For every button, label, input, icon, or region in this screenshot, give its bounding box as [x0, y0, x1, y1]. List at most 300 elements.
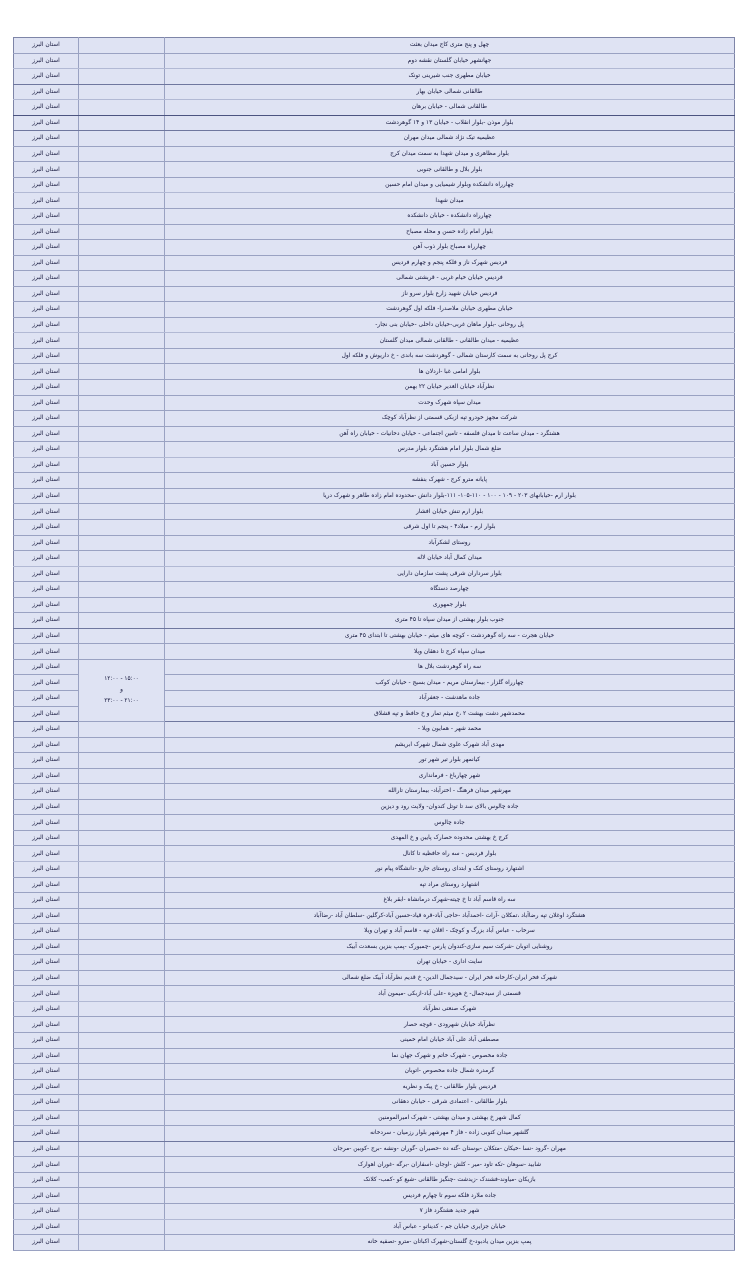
outage-area-cell: شابید -سوهان -تکه تاود -میر - کلش -اوجان -اسفاران -برگه -غوران اهوارک: [165, 1157, 735, 1173]
outage-time-cell-empty: [79, 768, 165, 784]
outage-time-cell-empty: [79, 551, 165, 567]
province-cell: استان البرز: [14, 504, 79, 520]
province-cell: استان البرز: [14, 84, 79, 100]
table-row: [14, 271, 735, 287]
table-row: [14, 815, 735, 831]
table-row: [14, 893, 735, 909]
outage-time-cell-empty: [79, 333, 165, 349]
table-row: [14, 768, 735, 784]
outage-time-cell-empty: [79, 271, 165, 287]
province-cell: استان البرز: [14, 1219, 79, 1235]
outage-time-cell-empty: [79, 597, 165, 613]
province-cell: استان البرز: [14, 1048, 79, 1064]
table-row: [14, 924, 735, 940]
province-cell: استان البرز: [14, 986, 79, 1002]
table-row: [14, 582, 735, 598]
outage-time-cell-empty: [79, 317, 165, 333]
outage-time-cell-empty: [79, 1048, 165, 1064]
outage-area-cell: بلوار مظاهری و میدان شهدا به سمت میدان کرج: [165, 146, 735, 162]
outage-area-cell: بلوار جمهوری: [165, 597, 735, 613]
table-row: [14, 830, 735, 846]
outage-time-cell-empty: [79, 644, 165, 660]
province-cell: استان البرز: [14, 861, 79, 877]
table-row: [14, 442, 735, 458]
outage-area-cell: هشتگرد اوغلان تپه رضاآباد ،تمکلان -آرات -احمدآباد -حاجی آباد-قره قیاد-حسین آباد-کرگلین -سلطان آباد -رضاآباد: [165, 908, 735, 924]
table-row: [14, 411, 735, 427]
province-cell: استان البرز: [14, 488, 79, 504]
outage-area-cell: محمد شهر - همایون ویلا -: [165, 722, 735, 738]
province-cell: استان البرز: [14, 473, 79, 489]
outage-area-cell: خیابان مطهری جنب شیرینی تونک: [165, 69, 735, 85]
province-cell: استان البرز: [14, 613, 79, 629]
outage-area-cell: بلوار سرداران شرقی پشت سازمان دارایی: [165, 566, 735, 582]
table-row: [14, 131, 735, 147]
outage-time-cell-empty: [79, 970, 165, 986]
outage-time-cell-empty: [79, 411, 165, 427]
outage-time-cell-empty: [79, 162, 165, 178]
province-cell: استان البرز: [14, 240, 79, 256]
table-row: [14, 209, 735, 225]
table-row: [14, 753, 735, 769]
table-row: [14, 877, 735, 893]
outage-time-cell-empty: [79, 846, 165, 862]
table-row: [14, 861, 735, 877]
outage-area-cell: میدان شهدا: [165, 193, 735, 209]
table-row: [14, 1001, 735, 1017]
province-cell: استان البرز: [14, 426, 79, 442]
outage-time-cell-empty: [79, 1095, 165, 1111]
outage-area-cell: اشتهارد روستای کنک و ابتدای روستای جارو -دانشگاه پیام نور: [165, 861, 735, 877]
table-row: [14, 69, 735, 85]
outage-time-cell-empty: [79, 348, 165, 364]
outage-area-cell: شهرک فخر ایران-کارخانه فخر ایران - سیدجمال الدین- خ قدیم نظرآباد آبیک ضلع شمالی: [165, 970, 735, 986]
outage-schedule-sheet: [14, 37, 735, 1251]
province-cell: استان البرز: [14, 1017, 79, 1033]
outage-time-cell-empty: [79, 426, 165, 442]
table-row: [14, 302, 735, 318]
outage-area-cell: بلوار ارم تنش خیابان افشار: [165, 504, 735, 520]
table-row: [14, 659, 735, 675]
table-row: [14, 628, 735, 644]
outage-time-cell-empty: [79, 115, 165, 131]
outage-area-cell: روستای لشکرآباد: [165, 535, 735, 551]
outage-area-cell: روشنایی اتوبان -شرکت سیم سازی-کندوان پارس -چمبورک -پمپ بنزین بسعدت آبیک: [165, 939, 735, 955]
province-cell: استان البرز: [14, 1001, 79, 1017]
table-row: [14, 1079, 735, 1095]
outage-area-cell: فردیس بلوار طالقانی - خ پیک و نظریه: [165, 1079, 735, 1095]
province-cell: استان البرز: [14, 706, 79, 722]
table-row: [14, 597, 735, 613]
outage-time-cell-empty: [79, 955, 165, 971]
outage-area-cell: گرمدره شمال جاده مخصوص -اتوبان: [165, 1064, 735, 1080]
table-row: [14, 846, 735, 862]
outage-schedule-table: [13, 37, 735, 1251]
province-cell: استان البرز: [14, 255, 79, 271]
outage-time-line: ۱۵:۰۰ - ۱۲:۰۰: [104, 675, 139, 682]
province-cell: استان البرز: [14, 659, 79, 675]
outage-time-cell-empty: [79, 1001, 165, 1017]
table-row: [14, 504, 735, 520]
outage-time-cell-empty: [79, 566, 165, 582]
table-row: [14, 535, 735, 551]
outage-time-cell-empty: [79, 1219, 165, 1235]
province-cell: استان البرز: [14, 146, 79, 162]
table-row: [14, 908, 735, 924]
outage-area-cell: مهران -گرود -نسا -خیکان -متکلان -بوستان -گته ده -حصیران -گوران -ونشه -برج -کوبین -مرجان: [165, 1141, 735, 1157]
province-cell: استان البرز: [14, 380, 79, 396]
province-cell: استان البرز: [14, 224, 79, 240]
table-row: [14, 1141, 735, 1157]
province-cell: استان البرز: [14, 193, 79, 209]
province-cell: استان البرز: [14, 395, 79, 411]
outage-area-cell: چهارراه دانشکده وبلوار شیمیایی و میدان امام حسین: [165, 177, 735, 193]
outage-area-cell: بلوار بلال و طالقانی جنوبی: [165, 162, 735, 178]
outage-area-cell: شهر چهارباغ - فرمانداری: [165, 768, 735, 784]
outage-time-cell: [79, 659, 165, 721]
table-row: [14, 286, 735, 302]
outage-time-cell-empty: [79, 302, 165, 318]
outage-time-cell-empty: [79, 69, 165, 85]
table-row: [14, 955, 735, 971]
outage-time-cell-empty: [79, 722, 165, 738]
province-cell: استان البرز: [14, 411, 79, 427]
province-cell: استان البرز: [14, 939, 79, 955]
outage-area-cell: جاده چالوس: [165, 815, 735, 831]
province-cell: استان البرز: [14, 784, 79, 800]
table-row: [14, 1157, 735, 1173]
province-cell: استان البرز: [14, 1235, 79, 1251]
outage-time-cell-empty: [79, 1157, 165, 1173]
province-cell: استان البرز: [14, 799, 79, 815]
province-cell: استان البرز: [14, 302, 79, 318]
outage-time-cell-empty: [79, 1172, 165, 1188]
table-row: [14, 333, 735, 349]
outage-area-cell: چهل و پنج متری کاج میدان بعثت: [165, 38, 735, 54]
outage-time-cell-empty: [79, 38, 165, 54]
province-cell: استان البرز: [14, 535, 79, 551]
table-row: [14, 1172, 735, 1188]
table-row: [14, 38, 735, 54]
outage-time-cell-empty: [79, 177, 165, 193]
table-row: [14, 1033, 735, 1049]
outage-time-cell-empty: [79, 519, 165, 535]
province-cell: استان البرز: [14, 38, 79, 54]
outage-area-cell: بلوار فردیس - سه راه حافظیه تا کانال: [165, 846, 735, 862]
outage-time-cell-empty: [79, 131, 165, 147]
table-row: [14, 1064, 735, 1080]
province-cell: استان البرز: [14, 815, 79, 831]
province-cell: استان البرز: [14, 1110, 79, 1126]
outage-area-cell: سایت اداری - خیابان تهران: [165, 955, 735, 971]
outage-area-cell: سه راه قاسم آباد تا خ چیته-شهرک درمانشاه -ابقر بلاغ: [165, 893, 735, 909]
outage-area-cell: کرج خ بهشتی محدوده حصارک پایین و خ المهدی: [165, 830, 735, 846]
table-row: [14, 737, 735, 753]
outage-time-cell-empty: [79, 1079, 165, 1095]
province-cell: استان البرز: [14, 1141, 79, 1157]
outage-area-cell: جنوب بلوار بهشتی از میدان سپاه تا ۴۵ متری: [165, 613, 735, 629]
table-row: [14, 970, 735, 986]
province-cell: استان البرز: [14, 970, 79, 986]
table-row: [14, 1235, 735, 1251]
outage-area-cell: چهارراه گلزار - بیمارستان مریم - میدان بسیج - خیابان کوکب: [165, 675, 735, 691]
outage-area-cell: چهارصد دستگاه: [165, 582, 735, 598]
outage-time-cell-empty: [79, 1188, 165, 1204]
province-cell: استان البرز: [14, 271, 79, 287]
outage-time-cell-empty: [79, 830, 165, 846]
outage-time-cell-empty: [79, 861, 165, 877]
table-row: [14, 115, 735, 131]
outage-area-cell: بلوار ارم -خیابانهای ۲۰۳ - ۱۰۹ - ۱۰۰ - ۱۱۰-۱۰۵- ۱۱۱-بلوار دانش -محدوده امام زاده طاهر و شهرک دریا: [165, 488, 735, 504]
outage-area-cell: چهارراه دانشکده - خیابان دانشکده: [165, 209, 735, 225]
outage-time-cell-empty: [79, 784, 165, 800]
table-row: [14, 1126, 735, 1142]
outage-area-cell: بلوار امامی غبا -اردلان ها: [165, 364, 735, 380]
outage-area-cell: بلوار حسین آباد: [165, 457, 735, 473]
outage-area-cell: عظیمیه - میدان طالقانی - طالقانی شمالی میدان گلستان: [165, 333, 735, 349]
outage-area-cell: جاده مخصوص - شهرک خاتم و شهرک جهان نما: [165, 1048, 735, 1064]
outage-area-cell: پایانه مترو کرج - شهرک بنفشه: [165, 473, 735, 489]
outage-area-cell: کیانمهر بلوار تیر شهر تور: [165, 753, 735, 769]
outage-time-cell-empty: [79, 877, 165, 893]
table-row: [14, 177, 735, 193]
province-cell: استان البرز: [14, 675, 79, 691]
province-cell: استان البرز: [14, 1172, 79, 1188]
table-row: [14, 193, 735, 209]
province-cell: استان البرز: [14, 830, 79, 846]
table-row: [14, 488, 735, 504]
outage-area-cell: بلوار طالقانی - اعتمادی شرقی - خیابان دهقانی: [165, 1095, 735, 1111]
outage-area-cell: مصطفی آباد علی آباد خیابان امام خمینی: [165, 1033, 735, 1049]
province-cell: استان البرز: [14, 53, 79, 69]
table-row: [14, 519, 735, 535]
outage-time-cell-empty: [79, 1141, 165, 1157]
outage-time-cell-empty: [79, 100, 165, 116]
table-row: [14, 84, 735, 100]
table-row: [14, 364, 735, 380]
province-cell: استان البرز: [14, 908, 79, 924]
outage-time-cell-empty: [79, 799, 165, 815]
outage-area-cell: بلوار موذن -بلوار انقلاب - خیابان ۱۳ و ۱۴ گوهردشت: [165, 115, 735, 131]
table-row: [14, 1204, 735, 1220]
table-row: [14, 551, 735, 567]
outage-time-cell-empty: [79, 504, 165, 520]
outage-area-cell: نظرآباد خیابان شهرودی - قوچه حصار: [165, 1017, 735, 1033]
table-row: [14, 1110, 735, 1126]
province-cell: استان البرز: [14, 1204, 79, 1220]
province-cell: استان البرز: [14, 209, 79, 225]
outage-area-cell: کرج پل روحانی به سمت کارستان شمالی - گوهردشت سه باندی - خ داریوش و فلکه اول: [165, 348, 735, 364]
outage-time-cell-empty: [79, 53, 165, 69]
province-cell: استان البرز: [14, 100, 79, 116]
outage-area-cell: پل روحانی -بلوار ماهان غربی-خیابان داخلی -خیابان بنی نجار-: [165, 317, 735, 333]
province-cell: استان البرز: [14, 364, 79, 380]
outage-area-cell: اشتهارد روستای مراد تپه: [165, 877, 735, 893]
province-cell: استان البرز: [14, 768, 79, 784]
province-cell: استان البرز: [14, 519, 79, 535]
province-cell: استان البرز: [14, 846, 79, 862]
province-cell: استان البرز: [14, 348, 79, 364]
outage-time-cell-empty: [79, 457, 165, 473]
outage-time-cell-empty: [79, 908, 165, 924]
outage-time-cell-empty: [79, 924, 165, 940]
outage-area-cell: میدان سپاه کرج تا دهقان ویلا: [165, 644, 735, 660]
province-cell: استان البرز: [14, 722, 79, 738]
outage-time-cell-empty: [79, 395, 165, 411]
province-cell: استان البرز: [14, 955, 79, 971]
outage-time-cell-empty: [79, 737, 165, 753]
outage-time-cell-empty: [79, 628, 165, 644]
outage-time-cell-empty: [79, 815, 165, 831]
table-row: [14, 799, 735, 815]
province-cell: استان البرز: [14, 442, 79, 458]
outage-area-cell: میدان کمال آباد خیابان لاله: [165, 551, 735, 567]
outage-area-cell: فردیس شهرک ناز و فلکه پنجم و چهارم فردیس: [165, 255, 735, 271]
province-cell: استان البرز: [14, 333, 79, 349]
outage-area-cell: سه راه گوهردشت بلال ها: [165, 659, 735, 675]
outage-area-cell: بازیکان -میاوند-فشندک -زیدشت -چنگیز طالقانی -شیع کو -کمب- کلانک: [165, 1172, 735, 1188]
outage-time-cell-empty: [79, 613, 165, 629]
table-row: [14, 939, 735, 955]
table-row: [14, 53, 735, 69]
table-row: [14, 722, 735, 738]
outage-time-cell-empty: [79, 84, 165, 100]
province-cell: استان البرز: [14, 317, 79, 333]
outage-time-cell-empty: [79, 255, 165, 271]
table-row: [14, 255, 735, 271]
outage-time-cell-empty: [79, 1064, 165, 1080]
province-cell: استان البرز: [14, 877, 79, 893]
province-cell: استان البرز: [14, 1188, 79, 1204]
table-row: [14, 1095, 735, 1111]
table-row: [14, 986, 735, 1002]
province-cell: استان البرز: [14, 131, 79, 147]
outage-time-cell-empty: [79, 753, 165, 769]
province-cell: استان البرز: [14, 566, 79, 582]
outage-time-cell-empty: [79, 209, 165, 225]
table-row: [14, 395, 735, 411]
table-row: [14, 1219, 735, 1235]
province-cell: استان البرز: [14, 628, 79, 644]
table-row: [14, 1048, 735, 1064]
province-cell: استان البرز: [14, 69, 79, 85]
table-row: [14, 613, 735, 629]
table-row: [14, 426, 735, 442]
outage-time-cell-empty: [79, 488, 165, 504]
table-row: [14, 380, 735, 396]
outage-time-cell-empty: [79, 1204, 165, 1220]
province-cell: استان البرز: [14, 893, 79, 909]
outage-time-line: و: [120, 686, 123, 693]
province-cell: استان البرز: [14, 286, 79, 302]
outage-time-cell-empty: [79, 193, 165, 209]
table-row: [14, 457, 735, 473]
table-row: [14, 473, 735, 489]
table-row: [14, 1188, 735, 1204]
province-cell: استان البرز: [14, 457, 79, 473]
table-row: [14, 224, 735, 240]
province-cell: استان البرز: [14, 737, 79, 753]
outage-time-cell-empty: [79, 224, 165, 240]
province-cell: استان البرز: [14, 1095, 79, 1111]
province-cell: استان البرز: [14, 753, 79, 769]
outage-time-cell-empty: [79, 146, 165, 162]
outage-time-cell-empty: [79, 1235, 165, 1251]
outage-area-cell: چهارراه مصباح بلوار ذوب آهن: [165, 240, 735, 256]
table-row: [14, 644, 735, 660]
table-row: [14, 784, 735, 800]
outage-area-cell: جاده چالوس بالای سد تا توتل کندوان- ولایت رود و دیزین: [165, 799, 735, 815]
outage-time-cell-empty: [79, 364, 165, 380]
outage-area-cell: شرکت مجهز خودرو تپه ازبکی قسمتی از نظرآباد کوچک: [165, 411, 735, 427]
outage-area-cell: گلشهر میدان کتوبی زاده - فاز ۴ مهرشهر بلوار رزمیان - سردخانه: [165, 1126, 735, 1142]
outage-area-cell: عظیمیه تیک نژاد شمالی میدان مهران: [165, 131, 735, 147]
table-row: [14, 162, 735, 178]
outage-time-cell-empty: [79, 535, 165, 551]
outage-time-cell-empty: [79, 893, 165, 909]
outage-area-cell: جاده ماهدشت - جعفرآباد: [165, 690, 735, 706]
province-cell: استان البرز: [14, 115, 79, 131]
province-cell: استان البرز: [14, 1079, 79, 1095]
table-row: [14, 146, 735, 162]
outage-area-cell: فردیس خیابان خیام غربی - قربشتی شمالی: [165, 271, 735, 287]
province-cell: استان البرز: [14, 177, 79, 193]
outage-time-cell-empty: [79, 240, 165, 256]
outage-time-cell-empty: [79, 939, 165, 955]
outage-area-cell: بلوار امام زاده حسن و محله مصباح: [165, 224, 735, 240]
province-cell: استان البرز: [14, 162, 79, 178]
table-row: [14, 348, 735, 364]
outage-time-cell-empty: [79, 986, 165, 1002]
outage-area-cell: خیابان جزایری خیابان جم - کدیناتو - عباس آباد: [165, 1219, 735, 1235]
outage-time-cell-empty: [79, 1033, 165, 1049]
table-row: [14, 1017, 735, 1033]
outage-area-cell: میدان سپاه شهرک وحدت: [165, 395, 735, 411]
outage-area-cell: شهر جدید هشتگرد فاز ۷: [165, 1204, 735, 1220]
outage-area-cell: سرخاب - عباس آباد بزرگ و کوچک - اقلان تپه - قاسم آباد و تهران ویلا: [165, 924, 735, 940]
province-cell: استان البرز: [14, 690, 79, 706]
outage-time-cell-empty: [79, 442, 165, 458]
outage-time-cell-empty: [79, 473, 165, 489]
outage-area-cell: پمپ بنزین میدان یادبود-خ گلستان-شهرک اکباتان -مترو -تصفیه خانه: [165, 1235, 735, 1251]
outage-area-cell: هشتگرد - میدان ساعت تا میدان فلسفه - تامین اجتماعی - خیابان دخانیات - خیابان راه آهن: [165, 426, 735, 442]
outage-area-cell: محمدشهر دشت بهشت ۲ ،خ میثم تمار و خ حافظ و تپه قشلاق: [165, 706, 735, 722]
outage-time-cell-empty: [79, 582, 165, 598]
outage-area-cell: بلوار ارم - میلاد۴ - پنجم تا اول شرقی: [165, 519, 735, 535]
province-cell: استان البرز: [14, 644, 79, 660]
table-row: [14, 317, 735, 333]
province-cell: استان البرز: [14, 582, 79, 598]
province-cell: استان البرز: [14, 551, 79, 567]
province-cell: استان البرز: [14, 1157, 79, 1173]
outage-time-cell-empty: [79, 1126, 165, 1142]
outage-time-cell-empty: [79, 286, 165, 302]
province-cell: استان البرز: [14, 1064, 79, 1080]
outage-area-cell: خیابان مطهری خیابان ملاصدرا- فلکه اول گوهردشت: [165, 302, 735, 318]
outage-area-cell: خیابان هجرت - سه راه گوهردشت - کوچه های میثم - خیابان بهشتی تا ابتدای ۴۵ متری: [165, 628, 735, 644]
province-cell: استان البرز: [14, 924, 79, 940]
outage-time-line: ۲۱:۰۰ - ۲۳:۰۰: [104, 697, 139, 704]
outage-area-cell: کمال شهر خ بهشتی و میدان بهشتی - شهرک امیرالمومنین: [165, 1110, 735, 1126]
outage-area-cell: شهرک صنعتی نظرآباد: [165, 1001, 735, 1017]
table-row: [14, 566, 735, 582]
outage-time-cell-empty: [79, 1017, 165, 1033]
table-body: [14, 38, 735, 1251]
outage-area-cell: ضلع شمال بلوار امام هشتگرد بلوار مدرس: [165, 442, 735, 458]
province-cell: استان البرز: [14, 1033, 79, 1049]
outage-area-cell: طالقانی شمالی خیابان بهار: [165, 84, 735, 100]
outage-area-cell: قسمتی از سیدجمال- خ هویزه -علی آباد-ازبکی -میمون آباد: [165, 986, 735, 1002]
outage-area-cell: جاده ملارد فلکه سوم تا چهارم فردیس: [165, 1188, 735, 1204]
